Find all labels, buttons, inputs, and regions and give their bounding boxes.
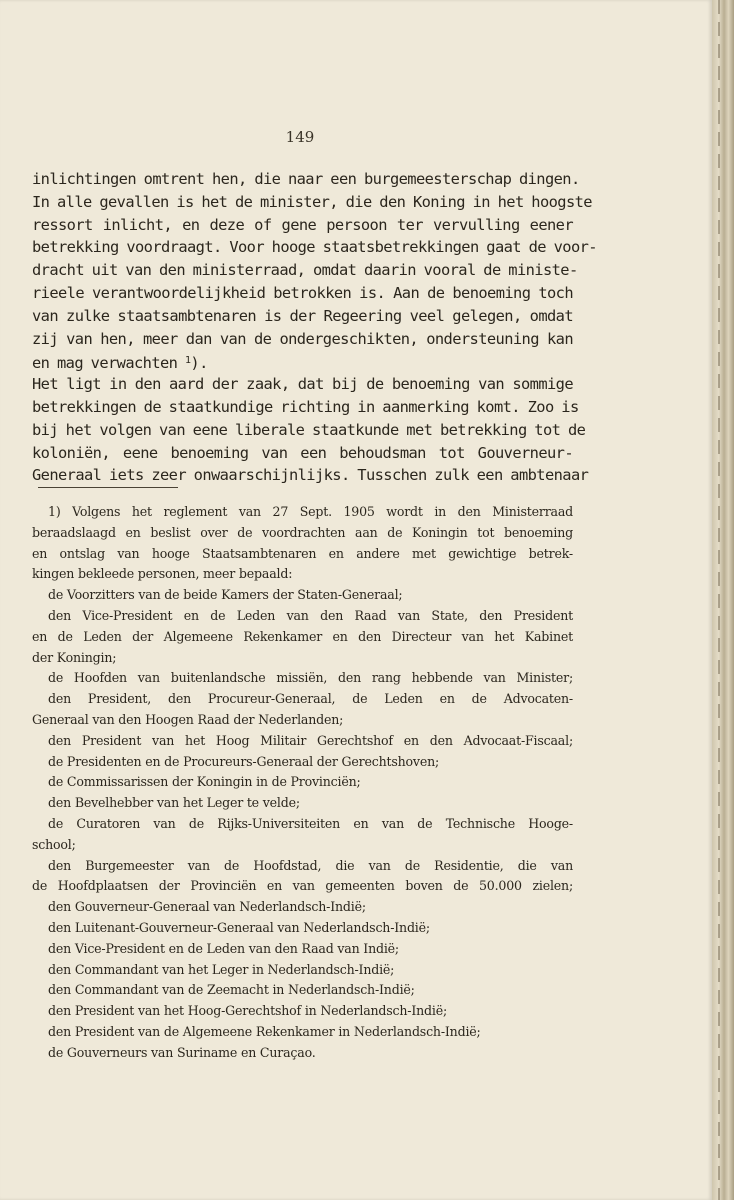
footnote-line: den Gouverneur-Generaal van Nederlandsch-Indië; [48,899,366,915]
footnote-line: Generaal van den Hoogen Raad der Nederlanden; [32,711,344,727]
text-line [32,396,579,419]
line-text: bij het volgen van eene liberale staatkunde met betrekking tot de [32,420,586,439]
line-text: Het ligt in den aard der zaak, dat bij de benoeming van sommige [32,375,573,394]
text-line [32,350,573,373]
footnote-line: den Vice-President en de Leden van den Raad van Indië; [48,940,399,956]
footnote-separator [38,487,178,488]
line-text: inlichtingen omtrent hen, die naar een burgemeesterschap dingen. [32,170,580,188]
footnote [32,502,573,1064]
footnote-line: den Burgemeester van de Hoofdstad, die van de Residentie, die van [48,857,573,873]
line-text: koloniën, eene benoeming van een behoudsman tot Gouverneur- [32,443,573,462]
line-text: rieele verantwoordelijkheid betrokken is. Aan de benoeming toch [32,283,573,302]
text-line [32,305,573,328]
footnote-line: beraadslaagd en beslist over de voordrachten aan de Koningin tot benoeming [32,524,573,540]
footnote-line: den Vice-President en de Leden van den Raad van State, den President [48,607,573,623]
footnote-line: den President van de Algemeene Rekenkamer in Nederlandsch-Indië; [48,1023,481,1039]
footnote-line: de Gouverneurs van Suriname en Curaçao. [48,1044,316,1060]
footnote-line: den Bevelhebber van het Leger te velde; [48,795,300,811]
footnote-line: den President van het Hoog-Gerechtshof in Nederlandsch-Indië; [48,1003,448,1019]
line-text: ressort inlicht, en deze of gene persoon ter vervulling eener [32,215,573,234]
footnote-line: der Koningin; [32,649,117,665]
footnote-line: de Hoofden van buitenlandsche missiën, den rang hebbende van Minister; [48,670,573,686]
footnote-line: de Hoofdplaatsen der Provinciën en van gemeenten boven de 50.000 zielen; [32,878,573,894]
page-number: 149 [285,128,315,146]
page-edge [712,0,734,1200]
text-line [32,373,573,396]
line-text: betrekkingen de staatkundige richting in aanmerking komt. Zoo is [32,397,579,416]
footnote-line: den President van het Hoog Militair Gerechtshof en den Advocaat-Fiscaal; [48,732,573,748]
line-text: zij van hen, meer dan van de ondergeschikten, ondersteuning kan [32,329,573,348]
text-line [32,168,580,191]
text-line [32,191,592,214]
line-tail: ). [190,354,208,373]
line-text: van zulke staatsambtenaren is der Regeering veel gelegen, omdat [32,306,573,325]
text-line [32,464,589,487]
footnote-line: de Commissarissen der Koningin in de Provinciën; [48,774,361,790]
line-text: dracht uit van den ministerraad, omdat daarin vooral de ministe- [32,261,578,280]
line-text: In alle gevallen is het de minister, die den Koning in het hoogste [32,192,592,211]
footnote-line: den Commandant van de Zeemacht in Nederlandsch-Indië; [48,982,415,998]
footnote-line: de Curatoren van de Rijks-Universiteiten en van de Technische Hooge- [48,815,573,831]
text-line [32,214,573,237]
footnote-line: den Commandant van het Leger in Nederlandsch-Indië; [48,961,395,977]
text-line [32,236,597,259]
text-line [32,419,586,442]
footnote-line: kingen bekleede personen, meer bepaald: [32,566,293,582]
footnote-line: en ontslag van hooge Staatsambtenaren en andere met gewichtige betrek- [32,545,573,561]
text-line [32,328,573,351]
footnote-line: den Luitenant-Gouverneur-Generaal van Nederlandsch-Indië; [48,919,430,935]
footnote-line: school; [32,836,76,852]
main-text [32,168,597,487]
text-line [32,282,573,305]
footnote-line: 1) Volgens het reglement van 27 Sept. 1905 wordt in den Ministerraad [48,504,573,519]
line-text: betrekking voordraagt. Voor hooge staatsbetrekkingen gaat de voor- [32,238,597,257]
footnote-line: en de Leden der Algemeene Rekenkamer en den Directeur van het Kabinet [32,628,573,644]
line-text: en mag verwachten [32,354,178,373]
line-text: Generaal iets zeer onwaarschijnlijks. Tusschen zulk een ambtenaar [32,466,589,485]
footnote-reference[interactable]: 1 [185,355,191,367]
footnote-line: de Voorzitters van de beide Kamers der Staten-Generaal; [48,587,403,603]
text-line [32,442,573,465]
text-line [32,259,578,282]
footnote-line: den President, den Procureur-Generaal, de Leden en de Advocaten- [48,691,573,707]
footnote-line: de Presidenten en de Procureurs-Generaal der Gerechtshoven; [48,753,440,769]
